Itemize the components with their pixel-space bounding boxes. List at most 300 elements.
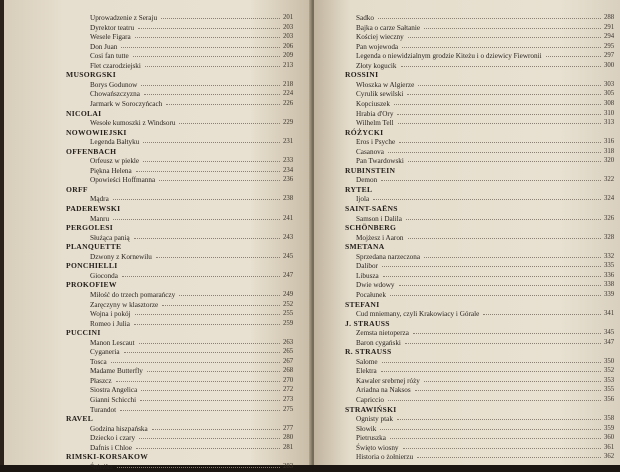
dot-leader — [399, 285, 601, 286]
opera-title: Jarmark w Soroczyńcach — [90, 99, 163, 108]
opera-title: Capriccio — [356, 396, 384, 404]
page-number: 249 — [283, 290, 294, 298]
composer-heading — [0, 261, 296, 271]
page-number: 300 — [604, 61, 615, 69]
page-number: 326 — [604, 214, 615, 222]
page-number: 226 — [283, 99, 294, 107]
opera-title: Godzina hiszpańska — [90, 424, 148, 433]
opera-entry — [314, 433, 615, 443]
opera-entry — [314, 414, 615, 424]
opera-entry — [314, 290, 615, 300]
page-number: 360 — [604, 434, 615, 442]
opera-entry — [0, 433, 296, 443]
opera-title: Sprzedana narzeczona — [356, 252, 421, 261]
dot-leader — [405, 343, 601, 344]
opera-entry — [0, 137, 296, 147]
composer-heading — [0, 204, 296, 214]
opera-title: Miłość do trzech pomarańczy — [90, 290, 176, 299]
opera-entry — [0, 338, 296, 348]
composer-name: PERGOLESI — [66, 223, 114, 233]
composer-name: RUBINSTEIN — [345, 165, 396, 175]
dot-leader — [134, 238, 280, 239]
composer-name: ROSSINI — [345, 70, 379, 80]
dot-leader — [139, 438, 280, 439]
opera-entry — [314, 80, 615, 90]
page-number: 268 — [283, 367, 294, 375]
opera-title: Zaręczyny w klasztorze — [90, 300, 159, 309]
page-number: 328 — [604, 233, 615, 241]
page-number: 310 — [604, 109, 615, 117]
page-number: 231 — [283, 138, 294, 146]
composer-name: RÓŻYCKI — [345, 127, 384, 137]
opera-title: Eros i Psyche — [356, 138, 396, 147]
dot-leader — [139, 343, 280, 344]
page-number: 295 — [604, 42, 615, 50]
dot-leader — [380, 429, 601, 430]
page-number: 336 — [604, 271, 615, 279]
page-number: 324 — [604, 195, 615, 203]
composer-heading — [0, 328, 296, 338]
opera-entry — [314, 99, 615, 109]
page-number: 259 — [283, 319, 294, 327]
page-number: 358 — [604, 415, 615, 423]
page-number: 313 — [604, 119, 615, 127]
opera-entry — [0, 424, 296, 434]
composer-name: RYTEL — [345, 184, 373, 194]
opera-title: Manru — [90, 214, 110, 223]
dot-leader — [166, 104, 280, 105]
dot-leader — [424, 28, 601, 29]
opera-title: Madame Butterfly — [90, 367, 143, 376]
dot-leader — [143, 142, 280, 143]
dot-leader — [382, 362, 601, 363]
opera-entry — [314, 118, 615, 128]
opera-entry — [314, 395, 615, 405]
page-number: 270 — [283, 376, 294, 384]
dot-leader — [394, 104, 601, 105]
opera-entry — [314, 261, 615, 271]
opera-title: Wilhelm Tell — [356, 119, 394, 128]
page-number: 291 — [604, 23, 615, 31]
composer-heading — [0, 414, 296, 424]
dot-leader — [381, 180, 601, 181]
opera-entry — [314, 443, 615, 453]
opera-title: Uprowadzenie z Seraju — [90, 14, 158, 22]
page-number: 294 — [604, 33, 615, 41]
dot-leader — [424, 381, 601, 382]
dot-leader — [378, 18, 601, 19]
dot-leader — [122, 276, 280, 277]
page-number: 236 — [283, 176, 294, 184]
opera-entry — [314, 252, 615, 262]
composer-name: SCHÖNBERG — [345, 223, 397, 233]
opera-title: Płaszcz — [90, 376, 112, 385]
page-number: 347 — [604, 338, 615, 346]
page-number: 252 — [283, 300, 294, 308]
page-number: 218 — [283, 80, 294, 88]
opera-title: Elektra — [356, 367, 377, 376]
opera-title: Siostra Angelica — [90, 386, 138, 395]
dot-leader — [179, 123, 280, 124]
opera-title: Służąca panią — [90, 233, 130, 242]
page-number: 303 — [604, 80, 615, 88]
opera-title: Cyganeria — [90, 348, 120, 357]
opera-entry — [314, 42, 615, 52]
page-number: 247 — [283, 271, 294, 279]
dot-leader — [399, 142, 601, 143]
composer-name: PONCHIELLI — [66, 261, 118, 271]
opera-title: Opowieści Hoffmanna — [90, 176, 156, 185]
opera-entry — [314, 23, 615, 33]
page-number: 316 — [604, 138, 615, 146]
page-number: 350 — [604, 357, 615, 365]
opera-title: Legenda o niewidzialnym grodzie Kiteżu i o dziewicy Fiewronii — [356, 52, 542, 61]
composer-heading — [0, 185, 296, 195]
opera-title: Hrabia d'Ory — [356, 109, 394, 118]
opera-title: Flet czarodziejski — [90, 61, 141, 70]
dot-leader — [138, 28, 280, 29]
dot-leader — [121, 47, 280, 48]
opera-entry — [0, 290, 296, 300]
dot-leader — [417, 457, 601, 458]
composer-name: RIMSKI-KORSAKOW — [66, 452, 149, 462]
dot-leader — [179, 295, 280, 296]
page-number: 339 — [604, 290, 615, 298]
dot-leader — [144, 94, 280, 95]
opera-entry — [0, 376, 296, 386]
page-number: 206 — [283, 42, 294, 50]
page-number: 245 — [283, 252, 294, 260]
opera-entry — [314, 175, 615, 185]
composer-name: NICOLAI — [66, 108, 102, 118]
opera-title: Sadko — [356, 14, 374, 22]
page-number: 243 — [283, 233, 294, 241]
opera-title: Włoszka w Algierze — [356, 80, 415, 89]
composer-name: STRAWIŃSKI — [345, 404, 397, 414]
opera-title: Ijola — [356, 195, 370, 204]
opera-entry — [0, 13, 296, 23]
page-number: 255 — [283, 310, 294, 318]
opera-title: Dwie wdowy — [356, 281, 395, 290]
opera-entry — [314, 309, 615, 319]
dot-leader — [140, 400, 280, 401]
composer-heading — [0, 242, 296, 252]
page-number: 332 — [604, 252, 615, 260]
opera-entry — [0, 194, 296, 204]
page-number: 335 — [604, 262, 615, 270]
opera-title: Święto wiosny — [356, 443, 399, 452]
page-number: 345 — [604, 329, 615, 337]
page-number: 233 — [283, 157, 294, 165]
opera-entry — [0, 23, 296, 33]
page-number: 361 — [604, 443, 615, 451]
composer-heading — [0, 223, 296, 233]
dot-leader — [418, 85, 601, 86]
dot-leader — [113, 219, 280, 220]
opera-entry — [314, 137, 615, 147]
opera-title: Cosi fan tutte — [90, 52, 129, 61]
page-number: 355 — [604, 386, 615, 394]
opera-entry — [0, 462, 296, 472]
dot-leader — [390, 438, 601, 439]
composer-heading — [314, 347, 610, 357]
opera-entry — [314, 328, 615, 338]
opera-title: Ariadna na Naksos — [356, 386, 411, 395]
opera-title: Baron cygański — [356, 338, 401, 347]
dot-leader — [159, 180, 280, 181]
opera-title: Legenda Bałtyku — [90, 138, 140, 147]
composer-heading — [0, 280, 296, 290]
page-number: 201 — [283, 14, 294, 21]
page-number: 267 — [283, 357, 294, 365]
opera-title: Demon — [356, 176, 378, 185]
dot-leader — [383, 276, 601, 277]
opera-entry — [314, 357, 615, 367]
opera-entry — [0, 175, 296, 185]
page-number: 352 — [604, 367, 615, 375]
page-number: 338 — [604, 281, 615, 289]
dot-leader — [136, 171, 280, 172]
opera-title: Dafnis i Chloe — [90, 443, 132, 452]
dot-leader — [408, 37, 601, 38]
opera-title: Wesołe kumoszki z Windsoru — [90, 119, 176, 128]
opera-title: Wojna i pokój — [90, 310, 131, 319]
dot-leader — [124, 352, 280, 353]
opera-title: Złoty kogucik — [356, 61, 397, 70]
composer-heading — [314, 204, 610, 214]
dot-leader — [381, 371, 601, 372]
page-number: 318 — [604, 147, 615, 155]
opera-title: Salome — [356, 357, 378, 366]
page-number: 263 — [283, 338, 294, 346]
opera-entry — [0, 385, 296, 395]
opera-title: Ognisty ptak — [356, 415, 393, 424]
dot-leader — [398, 123, 601, 124]
opera-entry — [0, 80, 296, 90]
opera-title: Bajka o carze Sałtanie — [356, 23, 421, 32]
opera-entry — [0, 156, 296, 166]
opera-entry — [0, 166, 296, 176]
opera-entry — [0, 366, 296, 376]
dot-leader — [161, 18, 280, 19]
opera-entry — [0, 89, 296, 99]
dot-leader — [415, 390, 601, 391]
composer-name: STEFANI — [345, 299, 380, 309]
page-number: 362 — [604, 453, 615, 461]
opera-entry — [314, 32, 615, 42]
dot-leader — [388, 152, 601, 153]
opera-title: Mądra — [90, 195, 109, 204]
opera-title: Piękna Helena — [90, 166, 132, 175]
opera-title: Libusza — [356, 271, 379, 280]
composer-heading — [314, 166, 610, 176]
composer-heading — [314, 185, 610, 195]
page-number: 280 — [283, 434, 294, 442]
dot-leader — [113, 199, 280, 200]
page-number: 277 — [283, 424, 294, 432]
opera-title: Dzwony z Kornewilu — [90, 252, 152, 261]
opera-title: Dziecko i czary — [90, 434, 136, 443]
page-number: 265 — [283, 348, 294, 356]
opera-title: Samson i Dalila — [356, 214, 402, 223]
dot-leader — [147, 371, 280, 372]
page-number: 209 — [283, 52, 294, 60]
opera-entry — [0, 51, 296, 61]
composer-heading — [314, 319, 610, 329]
page-number: 341 — [604, 310, 615, 318]
dot-leader — [135, 37, 280, 38]
opera-entry — [314, 194, 615, 204]
page-number: 283 — [283, 462, 294, 470]
opera-title: Dyrektor teatru — [90, 23, 135, 32]
dot-leader — [407, 94, 601, 95]
page-number: 203 — [283, 33, 294, 41]
opera-title: Dalibor — [356, 262, 378, 271]
dot-leader — [162, 305, 280, 306]
dot-leader — [401, 66, 601, 67]
page-number: 281 — [283, 443, 294, 451]
opera-title: Gianni Schicchi — [90, 396, 137, 404]
right-page — [314, 0, 620, 465]
opera-entry — [0, 347, 296, 357]
opera-entry — [0, 99, 296, 109]
composer-name: OFFENBACH — [66, 146, 117, 156]
composer-heading — [0, 452, 296, 462]
dot-leader — [406, 219, 601, 220]
page-number: 213 — [283, 61, 294, 69]
opera-entry — [0, 118, 296, 128]
dot-leader — [382, 266, 601, 267]
opera-title: Gioconda — [90, 271, 118, 280]
composer-heading — [314, 223, 610, 233]
dot-leader — [388, 400, 601, 401]
dot-leader — [152, 429, 280, 430]
opera-entry — [314, 366, 615, 376]
page-number: 305 — [604, 90, 615, 98]
composer-name: PROKOFIEW — [66, 280, 117, 290]
composer-name: SMETANA — [345, 242, 385, 252]
opera-title: Romeo i Julia — [90, 319, 130, 328]
opera-title: Pan wojewoda — [356, 42, 399, 51]
page-number: 322 — [604, 176, 615, 184]
page-number: 238 — [283, 195, 294, 203]
dot-leader — [483, 314, 601, 315]
composer-name: RAVEL — [66, 414, 94, 424]
page-number: 308 — [604, 99, 615, 107]
composer-name: PADEREWSKI — [66, 204, 121, 213]
opera-entry — [314, 376, 615, 386]
page-number: 273 — [283, 396, 294, 403]
dot-leader — [403, 448, 601, 449]
opera-entry — [314, 280, 615, 290]
opera-entry — [0, 42, 296, 52]
opera-title: Cud mniemany, czyli Krakowiacy i Górale — [356, 310, 480, 319]
dot-leader — [408, 238, 601, 239]
opera-entry — [0, 300, 296, 310]
dot-leader — [117, 467, 280, 468]
opera-title: Casanova — [356, 147, 384, 156]
opera-title: Zemsta nietoperza — [356, 329, 409, 338]
dot-leader — [133, 56, 280, 57]
opera-entry — [314, 156, 615, 166]
dot-leader — [143, 161, 280, 162]
dot-leader — [413, 333, 601, 334]
composer-name: R. STRAUSS — [345, 347, 392, 357]
dot-leader — [373, 199, 601, 200]
dot-leader — [136, 448, 280, 449]
dot-leader — [135, 314, 280, 315]
composer-name: PLANQUETTE — [66, 242, 122, 252]
dot-leader — [390, 295, 601, 296]
page-number: 275 — [283, 405, 294, 413]
opera-entry — [314, 51, 615, 61]
composer-heading — [314, 300, 610, 310]
composer-heading — [0, 70, 296, 80]
page-number: 234 — [283, 166, 294, 174]
dot-leader — [134, 324, 280, 325]
dot-leader — [397, 419, 601, 420]
dot-leader — [546, 56, 601, 57]
dot-leader — [408, 161, 601, 162]
page-number: 224 — [283, 90, 294, 98]
opera-title: Kawaler srebrnej róży — [356, 376, 420, 385]
dot-leader — [397, 114, 601, 115]
page-number: 241 — [283, 214, 294, 222]
page-number: 359 — [604, 424, 615, 432]
composer-heading — [0, 128, 296, 138]
dot-leader — [141, 390, 280, 391]
composer-name: ORFF — [66, 184, 88, 194]
opera-title: Pan Twardowski — [356, 157, 404, 166]
dot-leader — [424, 257, 601, 258]
composer-name: SAINT-SAËNS — [345, 204, 398, 213]
opera-title: Historia o żołnierzu — [356, 453, 414, 462]
opera-entry — [314, 89, 615, 99]
opera-title: Pocałunek — [356, 290, 386, 299]
opera-title: Słowik — [356, 424, 377, 433]
opera-entry — [314, 271, 615, 281]
opera-title: Cyrulik sewilski — [356, 90, 404, 99]
opera-entry — [0, 309, 296, 319]
page-number: 353 — [604, 376, 615, 384]
opera-title: Wesele Figara — [90, 33, 131, 42]
dot-leader — [141, 85, 280, 86]
opera-title: Turandot — [90, 405, 117, 414]
opera-entry — [314, 385, 615, 395]
opera-title: Don Juan — [90, 42, 118, 51]
opera-title: Kopciuszek — [356, 99, 390, 108]
page-number: 320 — [604, 157, 615, 165]
composer-heading — [314, 242, 610, 252]
composer-name: NOWOWIEJSKI — [66, 127, 127, 137]
opera-title: Orfeusz w piekle — [90, 157, 140, 166]
opera-title: Śnieżka — [90, 462, 113, 471]
opera-title: Pietruszka — [356, 434, 386, 443]
page-number: 288 — [604, 14, 615, 21]
dot-leader — [116, 381, 280, 382]
dot-leader — [120, 410, 280, 411]
opera-title: Chowańszczyzna — [90, 90, 140, 99]
opera-title: Borys Godunow — [90, 80, 138, 89]
composer-heading — [314, 405, 610, 415]
opera-title: Tosca — [90, 357, 107, 366]
composer-heading — [0, 147, 296, 157]
composer-heading — [0, 109, 296, 119]
dot-leader — [111, 362, 280, 363]
opera-entry — [314, 13, 615, 23]
dot-leader — [402, 47, 601, 48]
dot-leader — [145, 66, 280, 67]
